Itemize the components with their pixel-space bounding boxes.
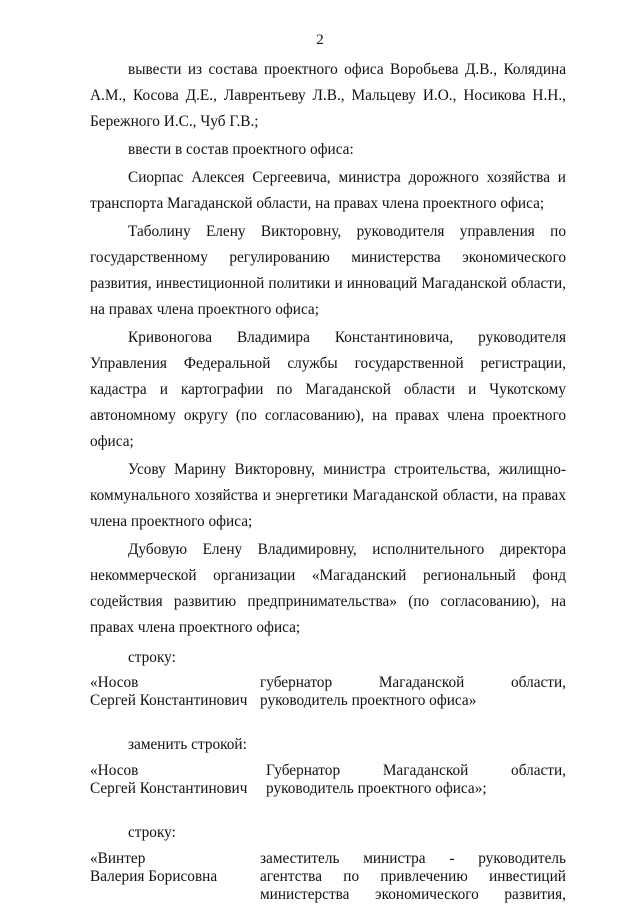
paragraph-add-intro: ввести в состав проектного офиса: [128,141,354,158]
description-cell: заместитель министра - руководитель агентства по привлечению инвестиций министерства экономического развития, [260,850,566,903]
table-row-nosov-old [90,674,566,710]
label-line-block1: строку: [128,649,176,666]
table-row-vinter [90,850,566,904]
label-line-block2: заменить строкой: [128,736,247,753]
document-body [90,57,566,904]
paragraph-siorpas: Сиорпас Алексея Сергеевича, министра дорожного хозяйства и транспорта Магаданской области, на правах члена проектного офиса; [90,169,566,212]
paragraph-tabolina: Таболину Елену Викторовну, руководителя управления по государственному регулированию министерства экономического развития, инвестиционной политики и инноваций Магаданской области, на правах члена проектного офиса; [90,223,566,318]
description-cell: губернатор Магаданской области, руководитель проектного офиса» [260,674,566,709]
name-cell: «Носов Сергей Константинович [90,674,248,709]
paragraph-krivonogov: Кривоногова Владимира Константиновича, руководителя Управления Федеральной службы государственной регистрации, кадастра и картографии по Магаданской области и Чукотскому автономному округу (по согласованию), на правах члена проектного офиса; [90,329,566,450]
paragraph-dubovaya: Дубовую Елену Владимировну, исполнительного директора некоммерческой организации «Магаданский региональный фонд содействия развитию предпринимательства» (по согласованию), на правах члена проектного офиса; [90,541,566,636]
paragraph-usova: Усову Марину Викторовну, министра строительства, жилищно-коммунального хозяйства и энергетики Магаданской области, на правах члена проектного офиса; [90,461,566,530]
description-cell: Губернатор Магаданской области, руководитель проектного офиса»; [266,762,566,797]
paragraph-remove-members: вывести из состава проектного офиса Воробьева Д.В., Колядина А.М., Косова Д.Е., Лаврентьеву Л.В., Мальцеву И.О., Носикова Н.Н., Бережного И.С., Чуб Г.В.; [90,61,566,130]
table-row-nosov-new [90,762,566,798]
page-number: 2 [316,32,324,48]
label-line-block3: строку: [128,824,176,841]
name-cell: «Винтер Валерия Борисовна [90,850,218,885]
name-cell: «Носов Сергей Константинович [90,762,248,797]
